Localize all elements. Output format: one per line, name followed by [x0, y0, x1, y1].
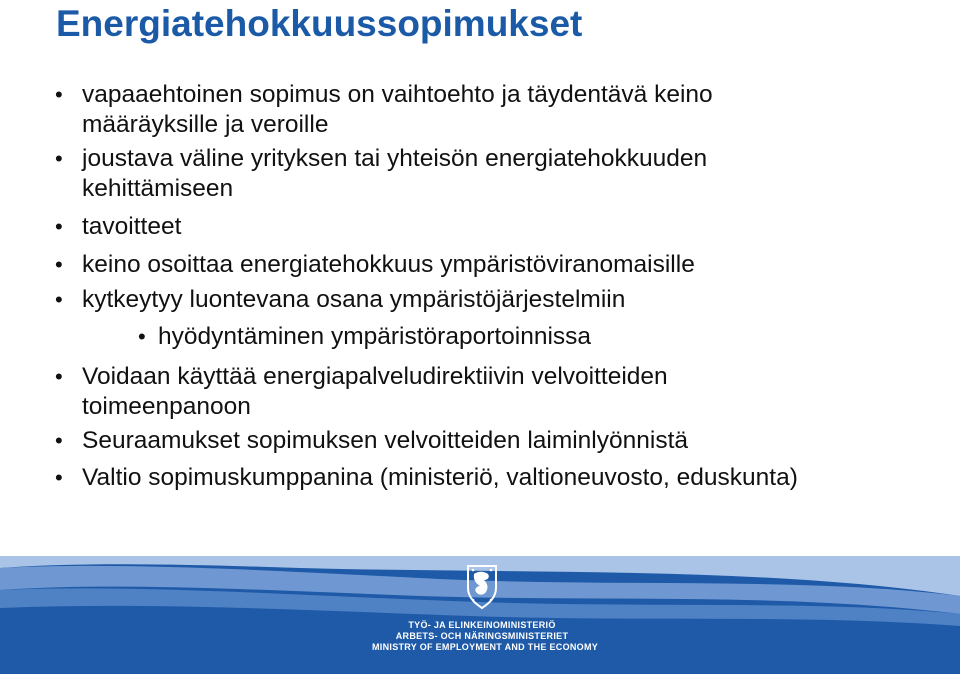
ministry-logo [372, 560, 599, 670]
bullet-dot: • [55, 252, 63, 277]
bullet-text: kehittämiseen [82, 175, 234, 202]
bullet-text: vapaaehtoinen sopimus on vaihtoehto ja täydentävä keino [82, 81, 713, 108]
bullet-dot: • [55, 146, 63, 171]
bullet-item [55, 250, 932, 280]
bullet-text: kytkeytyy luontevana osana ympäristöjärjestelmiin [82, 286, 626, 313]
bullet-text: toimeenpanoon [82, 393, 251, 420]
bullet-item [55, 426, 932, 456]
bullet-dot: • [55, 82, 63, 107]
bullet-dot: • [55, 428, 63, 453]
bullet-item [55, 463, 932, 493]
bullet-dot: • [55, 287, 63, 312]
lion-crest-icon [462, 562, 502, 610]
bullet-dot: • [55, 364, 63, 389]
logo-line-fi: TYÖ- JA ELINKEINOMINISTERIÖ [408, 620, 556, 630]
sub-bullet-item [138, 322, 960, 352]
bullet-text: tavoitteet [82, 213, 182, 240]
bullet-text: määräyksille ja veroille [82, 111, 329, 138]
bullet-text: hyödyntäminen ympäristöraportoinnissa [158, 323, 592, 350]
bullet-dot: • [55, 214, 63, 239]
bullet-text: keino osoittaa energiatehokkuus ympäristöviranomaisille [82, 251, 695, 278]
footer-band [0, 556, 960, 674]
bullet-text: Valtio sopimuskumppanina (ministeriö, valtioneuvosto, eduskunta) [82, 464, 798, 491]
bullet-item [55, 80, 932, 140]
bullet-text: Seuraamukset sopimuksen velvoitteiden laiminlyönnistä [82, 427, 689, 454]
bullet-item [55, 285, 932, 315]
bullet-item [55, 362, 932, 422]
bullet-dot: • [55, 465, 63, 490]
slide-title: Energiatehokkuussopimukset [56, 3, 583, 44]
bullet-item [55, 144, 932, 204]
bullet-item [55, 212, 932, 242]
bullet-dot: • [138, 324, 146, 349]
bullet-text: joustava väline yrityksen tai yhteisön energiatehokkuuden [82, 145, 708, 172]
bullet-text: Voidaan käyttää energiapalveludirektiivin velvoitteiden [82, 363, 668, 390]
logo-line-en: MINISTRY OF EMPLOYMENT AND THE ECONOMY [372, 642, 599, 652]
logo-line-sv: ARBETS- OCH NÄRINGSMINISTERIET [395, 631, 569, 641]
